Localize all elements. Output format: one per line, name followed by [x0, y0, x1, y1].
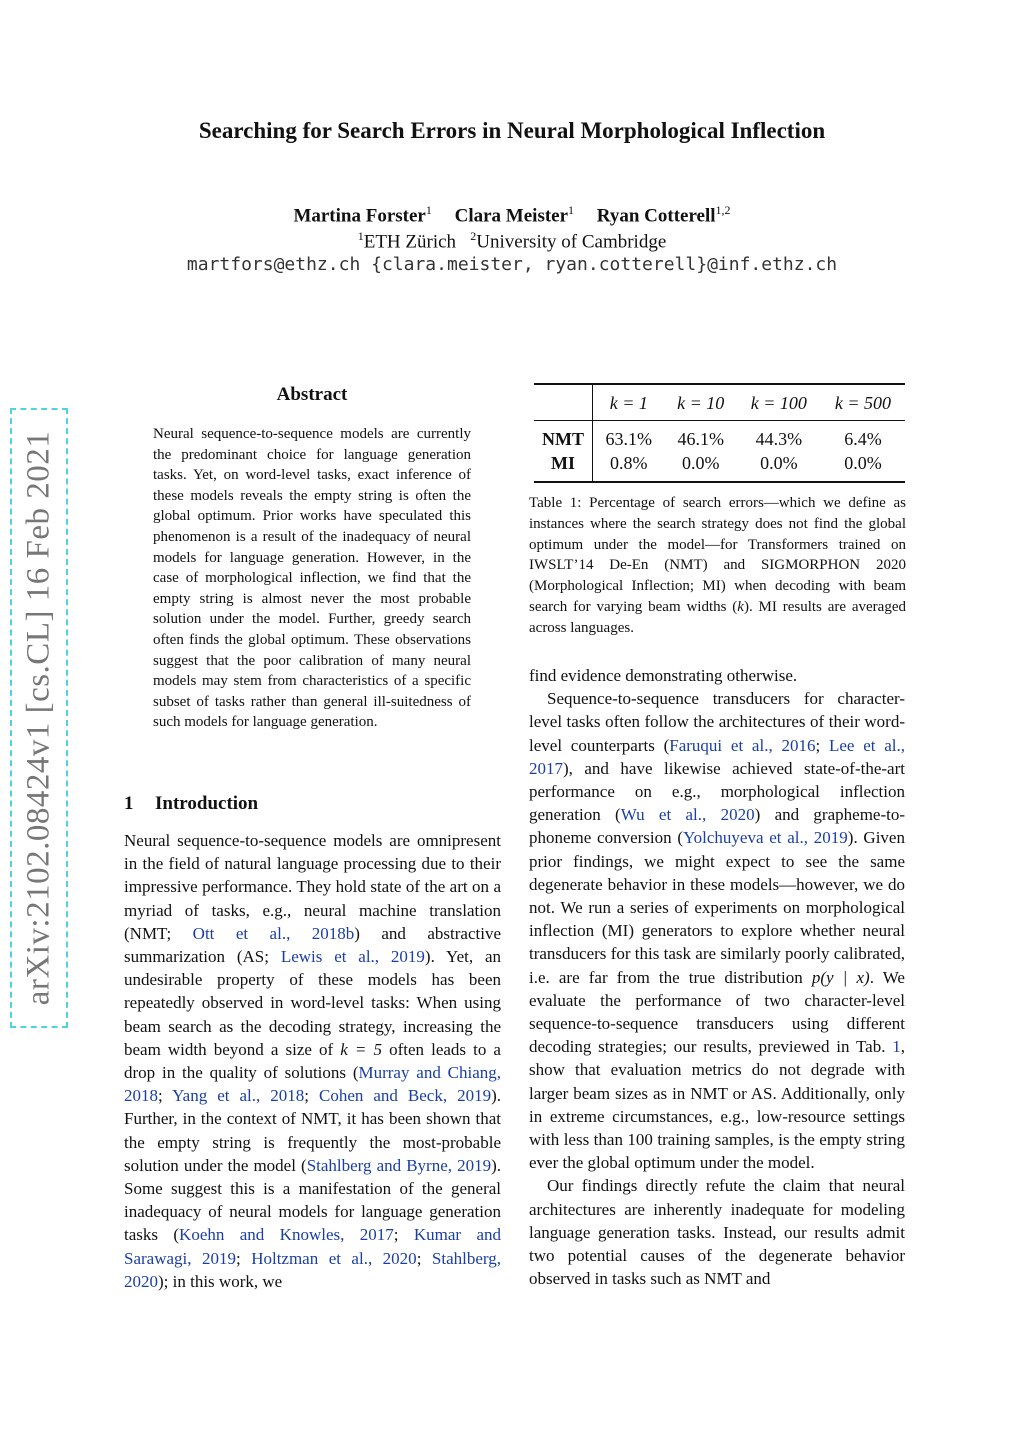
row-label: NMT — [534, 421, 593, 452]
citation-link[interactable]: Koehn and Knowles, 2017 — [179, 1225, 394, 1245]
body-text: ; — [815, 735, 829, 755]
paper-title: Searching for Search Errors in Neural Morphological Inflection — [198, 118, 826, 143]
right-column-body — [529, 664, 905, 1290]
table-row — [534, 421, 905, 452]
intro-paragraph-1 — [124, 829, 501, 1293]
table-cell: 0.0% — [760, 452, 798, 473]
citation-link[interactable]: Lewis et al., 2019 — [280, 947, 425, 967]
citation-link[interactable]: Cohen and Beck, 2019 — [318, 1086, 492, 1106]
table-cell: 44.3% — [737, 421, 821, 452]
author-sup: 1 — [568, 203, 575, 217]
body-text: often leads to a drop in the quality of solutions ( — [124, 1039, 501, 1083]
column-header: k = 500 — [834, 393, 892, 413]
table-cell: 6.4% — [821, 421, 905, 452]
affiliation-name: University of Cambridge — [476, 231, 667, 253]
caption-text: Table 1: Percentage of search errors—which we define as instances where the search strategy does not find the global optimum under the model—for Transformers trained on IWSLT’14 De-En (NMT) and SIGMORPHON 2020 (Morphological Inflection; MI) when decoding with beam search for varying beam widths ( — [529, 495, 906, 615]
citation-link[interactable]: Lee et al., 2017 — [529, 735, 906, 778]
table-caption — [529, 493, 906, 639]
body-text: ) and abstractive summarization (AS; — [124, 923, 501, 967]
body-text: Neural sequence-to-sequence models are omnipresent in the field of natural language processing due to their impressive performance. They hold state of the art on a myriad of tasks, e.g., neural machine translation (NMT; — [124, 831, 501, 943]
body-text: ). Some suggest this is a manifestation of the general inadequacy of neural models for language generation tasks ( — [124, 1155, 501, 1245]
abstract-body: Neural sequence-to-sequence models are currently the predominant choice for language generation tasks. Yet, on word-level tasks, exact inference of these models reveals the empty string is often the global optimum. Prior works have speculated this phenomenon is a result of the inadequacy of neural models for language generation. However, in the case of morphological inflection, we find that the empty string is almost never the most probable solution under the model. Further, greedy search often finds the global optimum. These observations suggest that the poor calibration of many neural models may stem from characteristics of a specific subset of tasks rather than general ill-suitedness of such models for language generation. — [153, 426, 471, 731]
intro-paragraph-2 — [529, 687, 905, 1174]
math-inline: p(y | x) — [811, 967, 870, 987]
citation-link[interactable]: Yang et al., 2018 — [172, 1086, 305, 1106]
intro-paragraph-1-continued: find evidence demonstrating otherwise. — [529, 666, 798, 685]
table-cell: 0.0% — [844, 452, 882, 473]
body-text: ; — [158, 1086, 173, 1106]
author-sup: 1,2 — [715, 203, 731, 217]
affiliation-name: ETH Zürich — [363, 231, 457, 253]
affiliation-sup: 2 — [470, 229, 477, 243]
author-name: Martina Forster — [293, 205, 426, 227]
author-list — [0, 203, 1024, 227]
citation-link[interactable]: Murray and Chiang, 2018 — [124, 1063, 501, 1106]
section-title: Introduction — [155, 793, 259, 814]
table-row — [534, 451, 905, 482]
row-label: MI — [534, 451, 593, 482]
table-cell: 0.8% — [610, 452, 648, 473]
math-inline: k = 5 — [340, 1039, 382, 1059]
body-text: . We evaluate the performance of two character-level sequence-to-sequence transducers using different decoding strategies; our results, previewed in Tab. — [529, 967, 905, 1057]
table-cell: 63.1% — [593, 421, 665, 452]
body-text: ; — [304, 1086, 319, 1106]
table-cell: 0.0% — [681, 452, 720, 473]
affiliation-sup: 1 — [357, 229, 364, 243]
author-name: Clara Meister — [454, 205, 569, 227]
section-number: 1 — [124, 793, 134, 814]
body-text: Sequence-to-sequence transducers for character-level tasks often follow the architectures of their word-level counterparts ( — [529, 689, 905, 755]
table-corner — [534, 384, 593, 421]
body-text: ). Given prior findings, we might expect to see the same degenerate behavior in these models—however, we do not. We run a series of experiments on morphological inflection (MI) generators to explore whether neural transducers for this task are similarly poorly calibrated, i.e. are far from the true distribution — [529, 828, 905, 987]
body-text: ). Further, in the context of NMT, it has been shown that the empty string is frequently the most-probable solution under the model ( — [124, 1086, 502, 1175]
citation-link[interactable]: Wu et al., 2020 — [620, 805, 755, 825]
body-text: ; — [416, 1248, 432, 1268]
author-emails: martfors@ethz.ch {clara.meister, ryan.cotterell}@inf.ethz.ch — [186, 254, 838, 275]
body-text: ; — [235, 1248, 252, 1268]
caption-text: ). MI results are averaged across languages. — [529, 598, 906, 636]
body-text: ); in this work, we — [158, 1271, 283, 1291]
author-name: Ryan Cotterell — [596, 205, 716, 227]
citation-link[interactable]: Ott et al., 2018b — [192, 923, 355, 943]
body-text: ; — [393, 1225, 414, 1245]
author-sup: 1 — [425, 203, 432, 217]
column-header: k = 1 — [609, 393, 648, 413]
citation-link[interactable]: Stahlberg, 2020 — [124, 1248, 501, 1291]
table-cell: 46.1% — [665, 421, 737, 452]
body-text: , show that evaluation metrics do not degrade with larger beam sizes as in NMT or AS. Additionally, only in extreme circumstances, e.g., low-resource settings with less than 100 training samples, is the empty string ever the global optimum under the model. — [529, 1037, 905, 1173]
arxiv-stamp-text: arXiv:2102.08424v1 [cs.CL] 16 Feb 2021 — [20, 430, 57, 1006]
table-reference-link[interactable]: 1 — [892, 1037, 901, 1057]
affiliations — [0, 229, 1024, 253]
citation-link[interactable]: Faruqui et al., 2016 — [669, 735, 816, 755]
results-table — [534, 383, 905, 483]
citation-link[interactable]: Yolchuyeva et al., 2019 — [683, 828, 848, 848]
citation-link[interactable]: Kumar and Sarawagi, 2019 — [124, 1225, 501, 1268]
intro-paragraph-3: Our findings directly refute the claim that neural architectures are inherently inadequate for modeling language generation tasks. Instead, our results admit two potential causes of the degenerate behavior observed in tasks such as NMT and — [529, 1176, 905, 1289]
abstract-heading: Abstract — [276, 384, 348, 405]
body-text: ). Yet, an undesirable property of these models has been repeatedly observed in word-level tasks: When using beam search as the decoding strategy, increasing the beam width beyond a size of — [124, 947, 501, 1059]
arxiv-stamp — [10, 408, 68, 1028]
citation-link[interactable]: Stahlberg and Byrne, 2019 — [306, 1155, 492, 1175]
math-inline: k — [737, 598, 744, 615]
column-header: k = 100 — [750, 393, 807, 413]
section-heading — [124, 793, 258, 815]
citation-link[interactable]: Holtzman et al., 2020 — [251, 1248, 417, 1268]
body-text: ) and grapheme-to-phoneme conversion ( — [529, 805, 906, 848]
column-header: k = 10 — [677, 393, 725, 413]
body-text: ), and have likewise achieved state-of-the-art performance on e.g., morphological inflection generation ( — [529, 758, 905, 825]
